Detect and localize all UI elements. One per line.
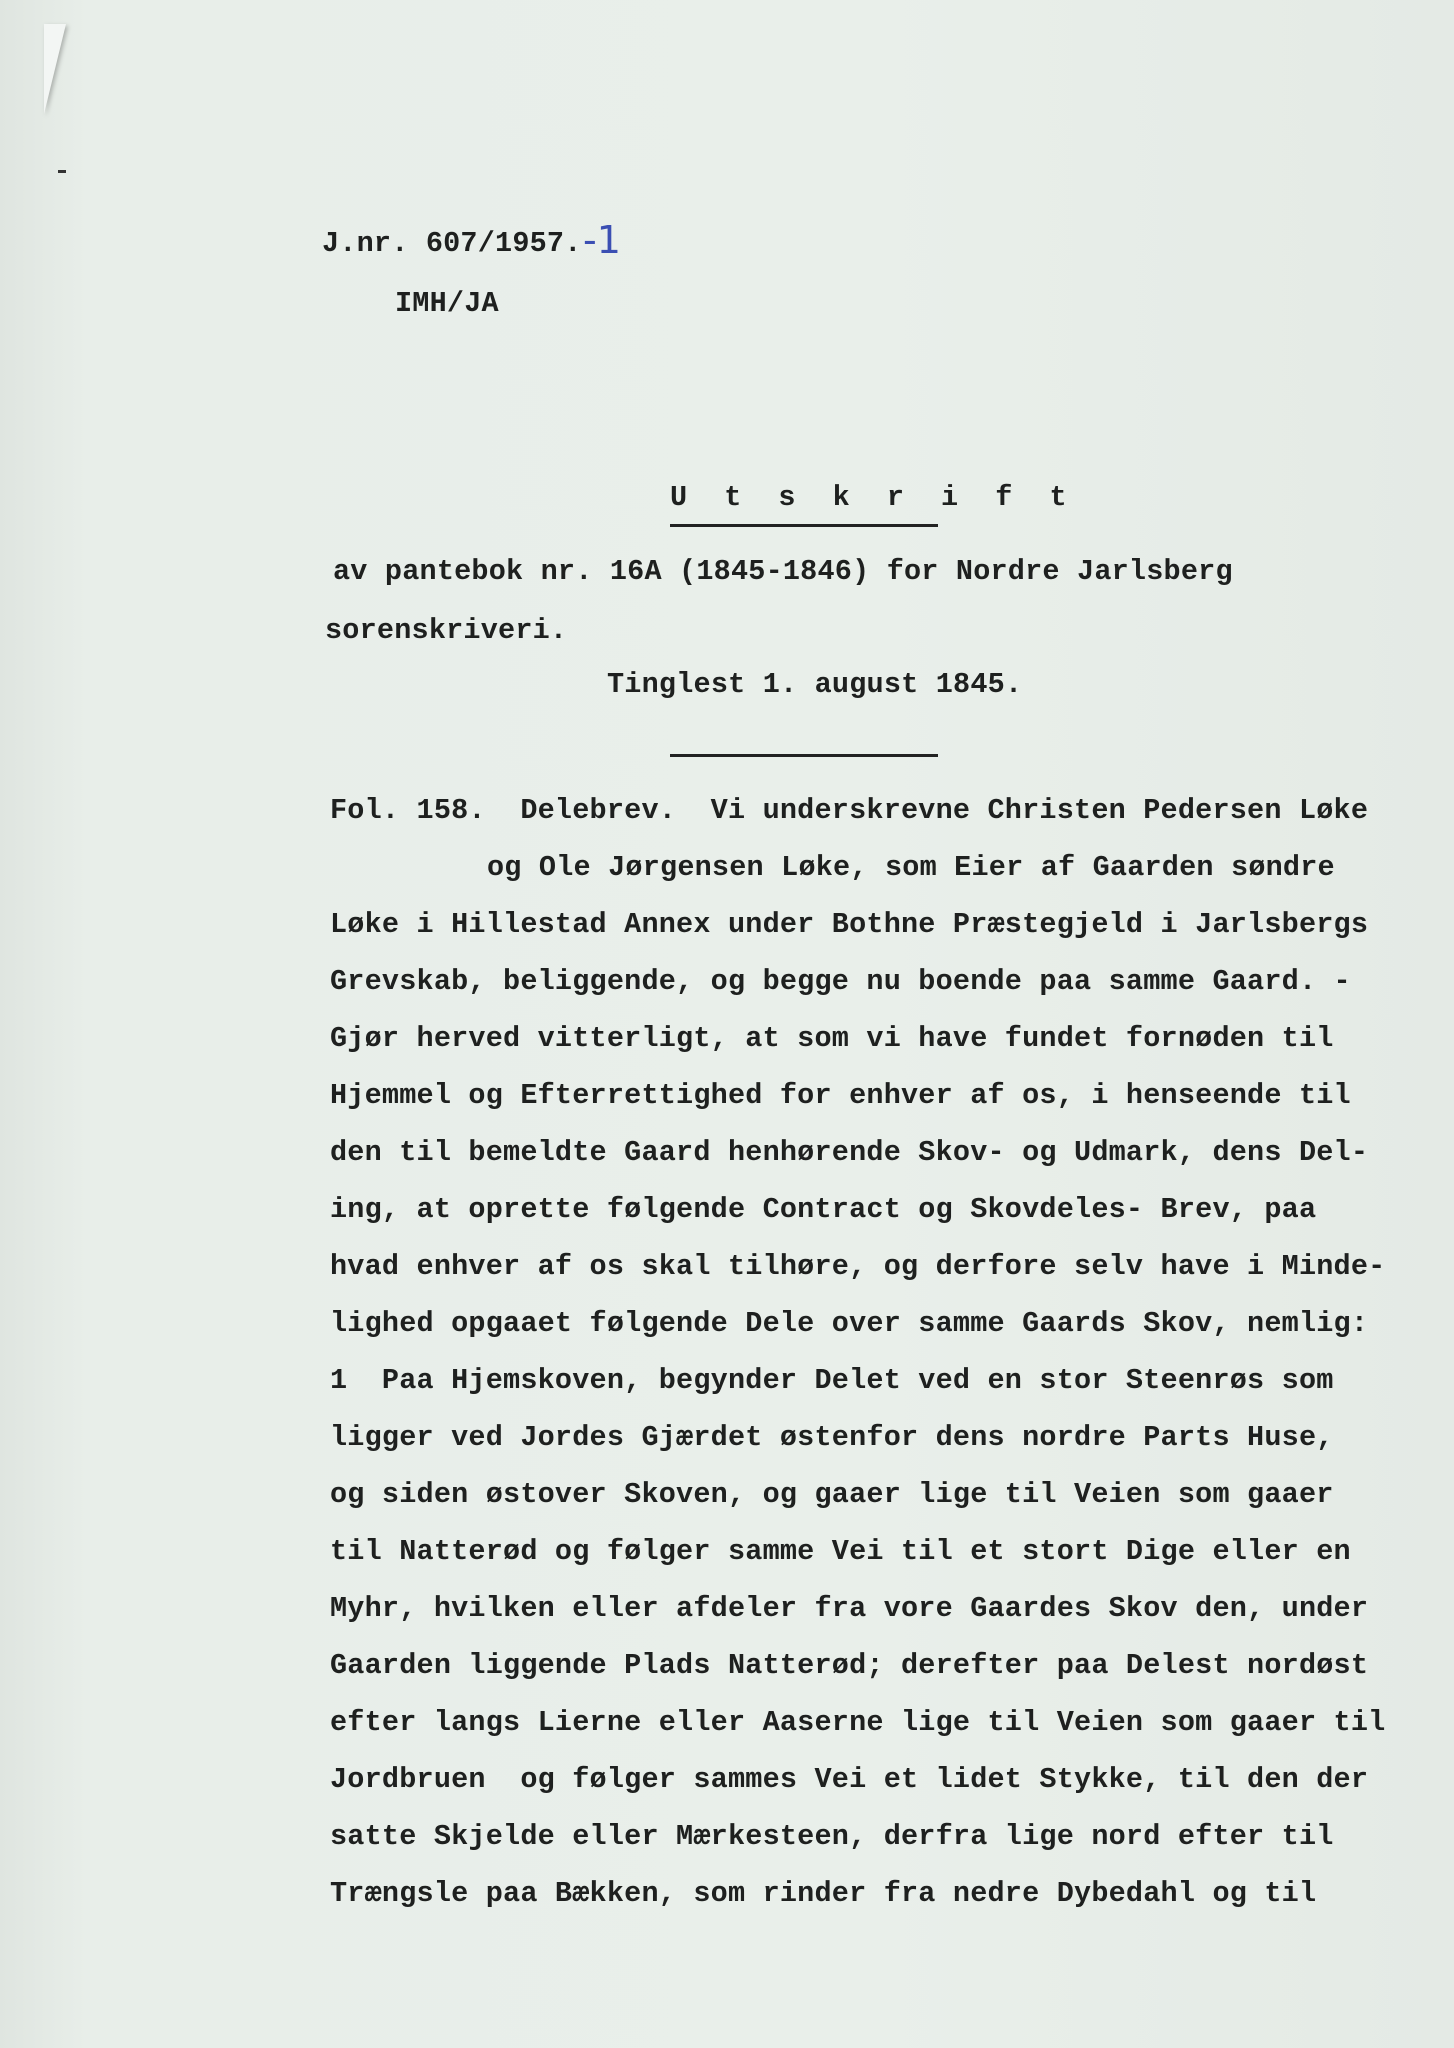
body-line: Fol. 158. Delebrev. Vi underskrevne Christen Pedersen Løke	[330, 794, 1369, 827]
body-line: og siden østover Skoven, og gaaer lige til Veien som gaaer	[330, 1478, 1334, 1511]
journal-number: J.nr. 607/1957.	[322, 227, 582, 260]
body-line: ing, at oprette følgende Contract og Skovdeles- Brev, paa	[330, 1193, 1317, 1226]
margin-mark	[58, 170, 66, 173]
section-divider	[670, 754, 938, 757]
body-line: den til bemeldte Gaard henhørende Skov- og Udmark, dens Del-	[330, 1136, 1369, 1169]
document-title: U t s k r i f t	[670, 481, 1077, 514]
folded-corner	[44, 24, 66, 114]
subtitle-line-2: sorenskriveri.	[325, 614, 568, 647]
body-line: 1 Paa Hjemskoven, begynder Delet ved en stor Steenrøs som	[330, 1364, 1334, 1397]
body-line: Myhr, hvilken eller afdeler fra vore Gaardes Skov den, under	[330, 1592, 1369, 1625]
body-line: ligger ved Jordes Gjærdet østenfor dens nordre Parts Huse,	[330, 1421, 1334, 1454]
initials: IMH/JA	[395, 287, 499, 320]
registered-date: Tinglest 1. august 1845.	[607, 668, 1023, 701]
body-line: efter langs Lierne eller Aaserne lige til Veien som gaaer til	[330, 1706, 1386, 1739]
body-line: Jordbruen og følger sammes Vei et lidet Stykke, til den der	[330, 1763, 1369, 1796]
body-line: lighed opgaaet følgende Dele over samme Gaards Skov, nemlig:	[330, 1307, 1369, 1340]
body-line: Løke i Hillestad Annex under Bothne Præstegjeld i Jarlsbergs	[330, 908, 1369, 941]
body-line: til Natterød og følger samme Vei til et stort Dige eller en	[330, 1535, 1351, 1568]
subtitle-line-1: av pantebok nr. 16A (1845-1846) for Nordre Jarlsberg	[333, 555, 1233, 588]
body-line: Trængsle paa Bækken, som rinder fra nedre Dybedahl og til	[330, 1877, 1317, 1910]
body-line: satte Skjelde eller Mærkesteen, derfra lige nord efter til	[330, 1820, 1334, 1853]
body-line: Gaarden liggende Plads Natterød; derefter paa Delest nordøst	[330, 1649, 1369, 1682]
body-line: hvad enhver af os skal tilhøre, og derfore selv have i Minde-	[330, 1250, 1386, 1283]
handwritten-suffix: -1	[583, 218, 621, 262]
body-line: Gjør herved vitterligt, at som vi have fundet fornøden til	[330, 1022, 1334, 1055]
body-line: Grevskab, beliggende, og begge nu boende paa samme Gaard. -	[330, 965, 1351, 998]
body-line: Hjemmel og Efterrettighed for enhver af os, i henseende til	[330, 1079, 1351, 1112]
body-line: og Ole Jørgensen Løke, som Eier af Gaarden søndre	[487, 851, 1335, 884]
title-underline	[670, 524, 938, 527]
